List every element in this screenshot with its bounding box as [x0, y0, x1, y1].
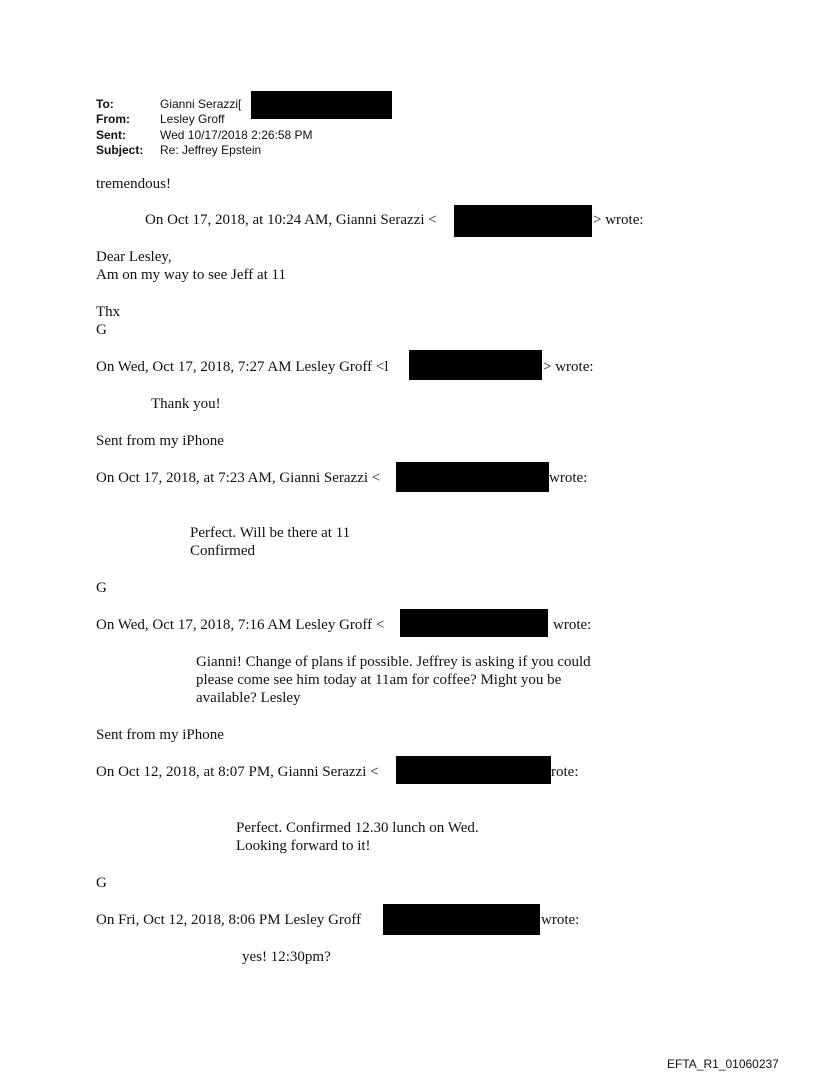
body-line: Perfect. Confirmed 12.30 lunch on Wed.: [236, 820, 479, 836]
quote-header: On Wed, Oct 17, 2018, 7:27 AM Lesley Groff <l: [96, 359, 389, 375]
body-line: Perfect. Will be there at 11: [190, 525, 351, 541]
redaction-box: [383, 904, 540, 935]
body-line: Am on my way to see Jeff at 11: [96, 267, 286, 283]
signature-line: Sent from my iPhone: [96, 433, 224, 449]
quote-header-suffix: wrote:: [549, 470, 588, 486]
redaction-box: [396, 756, 551, 784]
subject-label: Subject:: [96, 143, 144, 157]
from-value: Lesley Groff: [160, 112, 225, 126]
body-line: Looking forward to it!: [236, 838, 371, 854]
quote-header-suffix: rote:: [551, 764, 579, 780]
quote-header-suffix: wrote:: [553, 617, 592, 633]
signature-line: Sent from my iPhone: [96, 727, 224, 743]
body-line: G: [96, 322, 107, 338]
reply-text: tremendous!: [96, 176, 171, 192]
to-label: To:: [96, 97, 114, 111]
redaction-box: [396, 462, 549, 492]
body-line: G: [96, 875, 107, 891]
quote-header: On Wed, Oct 17, 2018, 7:16 AM Lesley Groff <: [96, 617, 385, 633]
quote-header-suffix: > wrote:: [593, 212, 644, 228]
subject-value: Re: Jeffrey Epstein: [160, 143, 262, 157]
quote-header: On Fri, Oct 12, 2018, 8:06 PM Lesley Groff: [96, 912, 362, 928]
sent-value: Wed 10/17/2018 2:26:58 PM: [160, 128, 313, 142]
body-line: Confirmed: [190, 543, 255, 559]
quote-header: On Oct 17, 2018, at 7:23 AM, Gianni Serazzi <: [96, 470, 381, 486]
body-line: Thx: [96, 304, 121, 320]
body-line: please come see him today at 11am for coffee? Might you be: [196, 672, 562, 688]
redaction-box: [400, 609, 548, 637]
document-id: EFTA_R1_01060237: [667, 1057, 779, 1071]
redaction-box: [454, 205, 592, 237]
body-line: G: [96, 580, 107, 596]
redaction-box: [251, 91, 392, 119]
from-label: From:: [96, 112, 130, 126]
sent-label: Sent:: [96, 128, 126, 142]
quote-header: On Oct 12, 2018, at 8:07 PM, Gianni Serazzi <: [96, 764, 379, 780]
redaction-box: [409, 350, 542, 380]
body-line: yes! 12:30pm?: [242, 949, 331, 965]
body-line: Dear Lesley,: [96, 249, 172, 265]
quote-header-suffix: wrote:: [541, 912, 580, 928]
body-line: Gianni! Change of plans if possible. Jeffrey is asking if you could: [196, 654, 591, 670]
quote-header: On Oct 17, 2018, at 10:24 AM, Gianni Serazzi <: [145, 212, 437, 228]
body-line: Thank you!: [151, 396, 221, 412]
to-value: Gianni Serazzi[: [160, 97, 242, 111]
body-line: available? Lesley: [196, 690, 301, 706]
quote-header-suffix: > wrote:: [543, 359, 594, 375]
